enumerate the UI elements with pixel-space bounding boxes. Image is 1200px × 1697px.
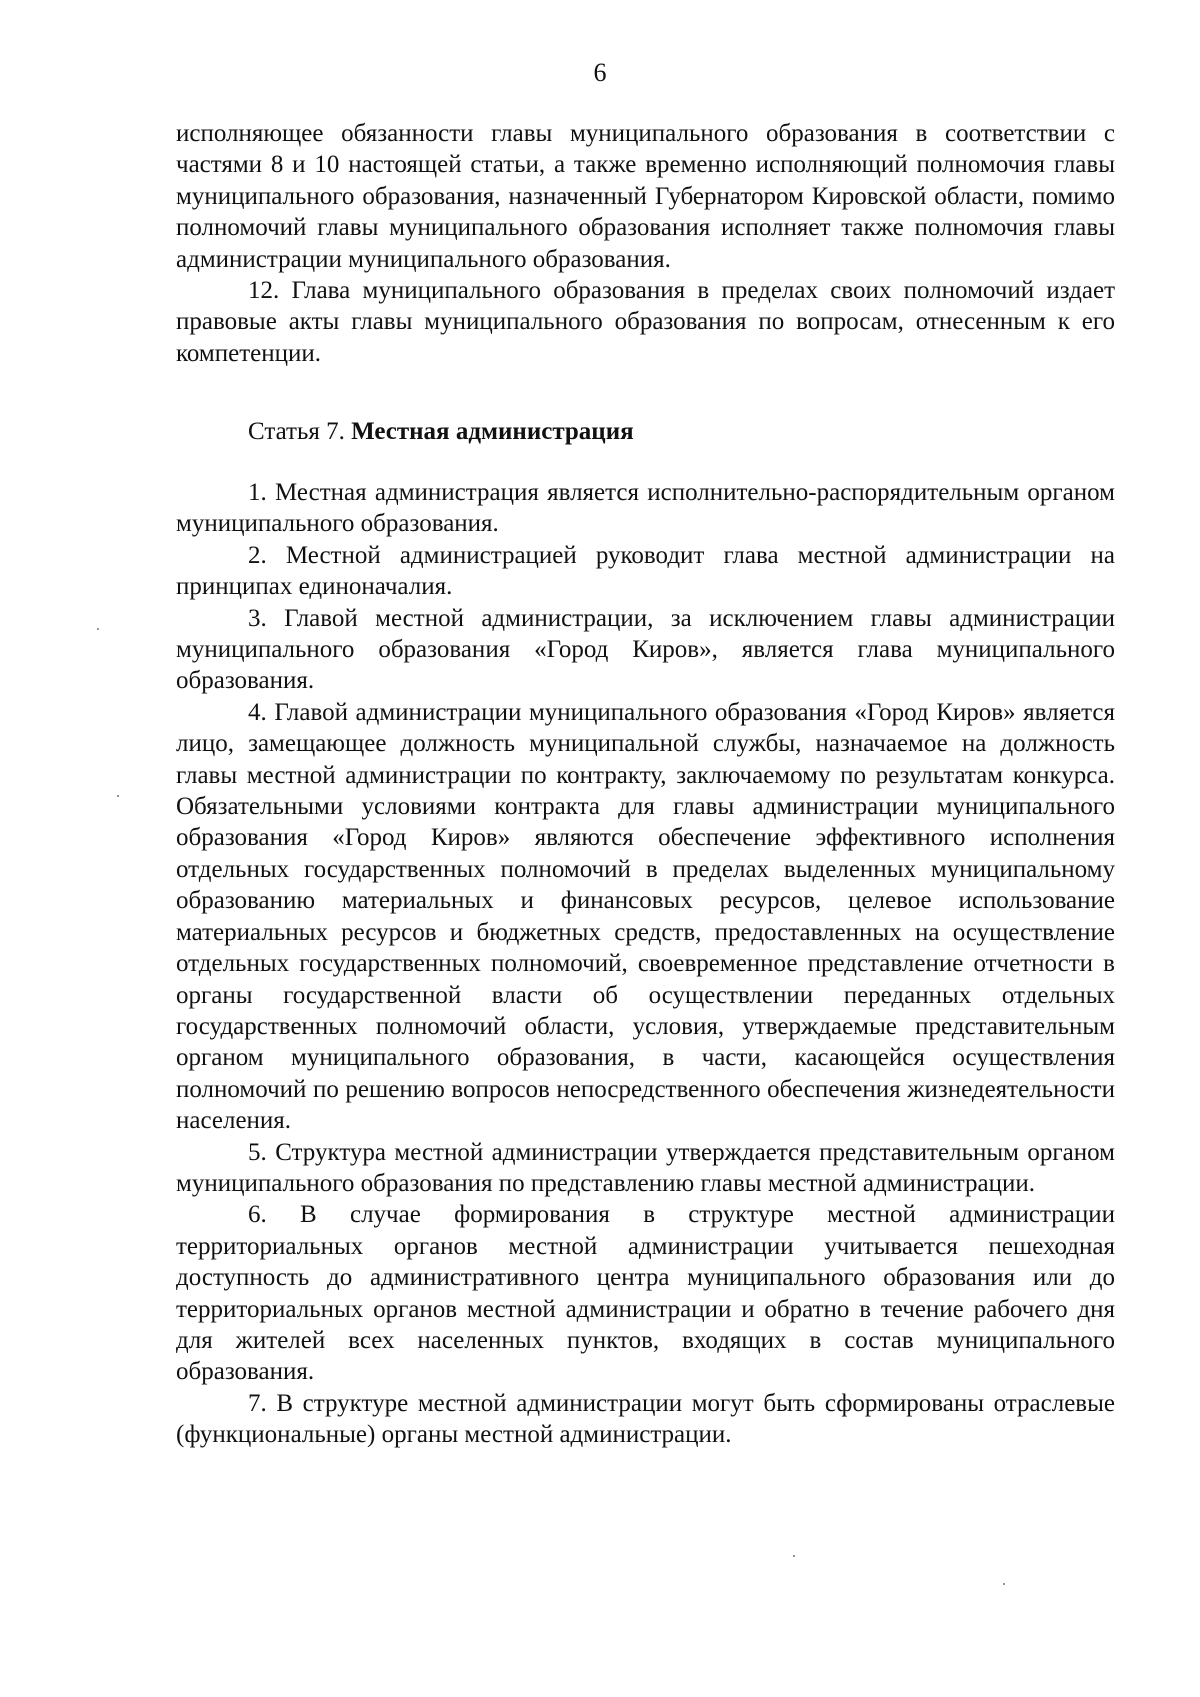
clause-4: 4. Главой администрации муниципального образования «Город Киров» является лицо, замещающее должность муниципальной службы, назначаемое на должность главы местной администрации по контракту, заключаемому по результатам конкурса. Обязательными условиями контракта для главы администрации муниципального образования «Город Киров» являются обеспечение эффективного исполнения отдельных государственных полномочий в пределах выделенных муниципальному образованию материальных и финансовых ресурсов, целевое использование материальных ресурсов и бюджетных средств, предоставленных на осуществление отдельных государственных полномочий, своевременное представление отчетности в органы государственной власти об осуществлении переданных отдельных государственных полномочий области, условия, утверждаемые представительным органом муниципального образования, в части, касающейся осуществления полномочий по решению вопросов непосредственного обеспечения жизнедеятельности населения. bbox=[176, 698, 1115, 1135]
article-title: Местная администрация bbox=[351, 418, 634, 445]
clause-1: 1. Местная администрация является исполнительно-распорядительным органом муниципального образования. bbox=[176, 479, 1115, 538]
scan-speck bbox=[117, 795, 119, 797]
clause-12: 12. Глава муниципального образования в пределах своих полномочий издает правовые акты главы муниципального образования по вопросам, отнесенным к его компетенции. bbox=[176, 277, 1115, 367]
continuation-paragraph: исполняющее обязанности главы муниципального образования в соответствии с частями 8 и 10 настоящей статьи, а также временно исполняющий полномочия главы муниципального образования, назначенный Губернатором Кировской области, помимо полномочий главы муниципального образования исполняет также полномочия главы администрации муниципального образования. bbox=[176, 120, 1115, 273]
article-body bbox=[176, 477, 1115, 1451]
clause-2: 2. Местной администрацией руководит глава местной администрации на принципах единоначалия. bbox=[176, 541, 1115, 601]
clause-3: 3. Главой местной администрации, за исключением главы администрации муниципального образования «Город Киров», является глава муниципального образования. bbox=[176, 604, 1115, 695]
clause-7: 7. В структуре местной администрации могут быть сформированы отраслевые (функциональные) органы местной администрации. bbox=[176, 1389, 1115, 1449]
article-prefix: Статья 7. bbox=[248, 418, 345, 445]
clause-5: 5. Структура местной администрации утверждается представительным органом муниципального образования по представлению главы местной администрации. bbox=[176, 1138, 1115, 1197]
continuation-block bbox=[176, 118, 1115, 369]
scan-speck bbox=[97, 628, 99, 630]
scan-speck bbox=[1003, 1583, 1005, 1585]
page-number: 6 bbox=[593, 58, 607, 87]
clause-6: 6. В случае формирования в структуре местной администрации территориальных органов местной администрации учитывается пешеходная доступность до административного центра муниципального образования или до территориальных органов местной администрации и обратно в течение рабочего дня для жителей всех населенных пунктов, входящих в состав муниципального образования. bbox=[176, 1201, 1115, 1386]
scan-speck bbox=[793, 1555, 795, 1557]
article-heading bbox=[176, 416, 1115, 447]
